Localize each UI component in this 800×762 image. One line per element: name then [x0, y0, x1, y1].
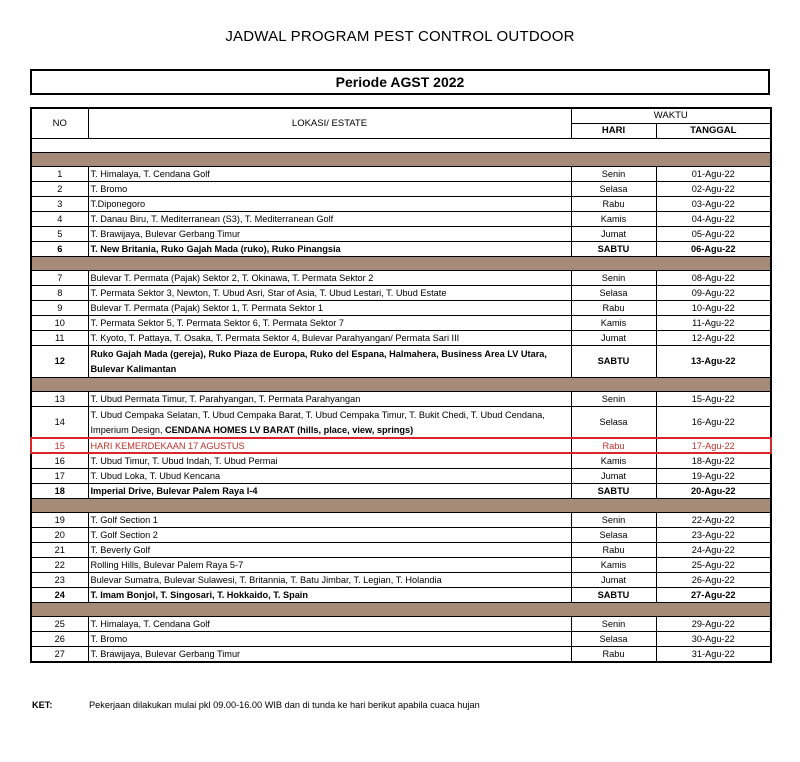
table-row — [31, 285, 771, 300]
cell-lokasi: T. Permata Sektor 3, Newton, T. Ubud Asri, Star of Asia, T. Ubud Lestari, T. Ubud Estate — [88, 285, 571, 300]
cell-lokasi: T. Golf Section 1 — [88, 512, 571, 527]
header-spacer — [31, 138, 771, 152]
cell-hari: Jumat — [571, 468, 656, 483]
cell-lokasi: Bulevar Sumatra, Bulevar Sulawesi, T. Britannia, T. Batu Jimbar, T. Legian, T. Holandia — [88, 572, 571, 587]
cell-lokasi: T. Permata Sektor 5, T. Permata Sektor 6, T. Permata Sektor 7 — [88, 315, 571, 330]
footnote-label: KET: — [32, 700, 53, 710]
cell-no: 18 — [31, 483, 88, 498]
cell-tanggal: 25-Agu-22 — [656, 557, 771, 572]
cell-hari: Rabu — [571, 646, 656, 662]
table-row — [31, 557, 771, 572]
cell-tanggal: 08-Agu-22 — [656, 270, 771, 285]
week-separator-cell — [31, 498, 771, 512]
cell-hari: Senin — [571, 616, 656, 631]
cell-hari: Senin — [571, 391, 656, 406]
cell-hari: Kamis — [571, 453, 656, 468]
cell-lokasi-text: T. Ubud Cempaka Selatan, T. Ubud Cempaka Barat, T. Ubud Cempaka Timur, T. Bukit Chedi, T. Ubud Cendana, Imperium Design, — [90, 409, 545, 435]
footnote-text: Pekerjaan dilakukan mulai pkl 09.00-16.00 WIB dan di tunda ke hari berikut apabila cuaca hujan — [89, 700, 480, 710]
cell-tanggal: 05-Agu-22 — [656, 226, 771, 241]
cell-hari: Kamis — [571, 315, 656, 330]
cell-hari: Jumat — [571, 330, 656, 345]
cell-tanggal: 29-Agu-22 — [656, 616, 771, 631]
table-row — [31, 270, 771, 285]
cell-lokasi — [88, 406, 571, 438]
cell-hari: SABTU — [571, 483, 656, 498]
table-row — [31, 345, 771, 377]
cell-lokasi: T. Himalaya, T. Cendana Golf — [88, 616, 571, 631]
cell-hari: Rabu — [571, 300, 656, 315]
cell-no: 25 — [31, 616, 88, 631]
cell-hari: Rabu — [571, 542, 656, 557]
cell-no: 21 — [31, 542, 88, 557]
cell-hari: Rabu — [571, 196, 656, 211]
cell-lokasi: T. Imam Bonjol, T. Singosari, T. Hokkaido, T. Spain — [88, 587, 571, 602]
cell-lokasi: T. Danau Biru, T. Mediterranean (S3), T. Mediterranean Golf — [88, 211, 571, 226]
table-row — [31, 527, 771, 542]
cell-lokasi: T. Ubud Loka, T. Ubud Kencana — [88, 468, 571, 483]
table-row — [31, 315, 771, 330]
cell-no: 19 — [31, 512, 88, 527]
week-separator — [31, 377, 771, 391]
cell-no: 26 — [31, 631, 88, 646]
cell-lokasi: Rolling Hills, Bulevar Palem Raya 5-7 — [88, 557, 571, 572]
cell-hari: Kamis — [571, 211, 656, 226]
cell-tanggal: 09-Agu-22 — [656, 285, 771, 300]
cell-hari: SABTU — [571, 241, 656, 256]
cell-no: 17 — [31, 468, 88, 483]
table-row — [31, 512, 771, 527]
cell-tanggal: 10-Agu-22 — [656, 300, 771, 315]
table-row — [31, 631, 771, 646]
cell-no: 15 — [31, 438, 88, 453]
cell-no: 27 — [31, 646, 88, 662]
cell-tanggal: 16-Agu-22 — [656, 406, 771, 438]
week-separator — [31, 498, 771, 512]
cell-no: 4 — [31, 211, 88, 226]
cell-tanggal: 26-Agu-22 — [656, 572, 771, 587]
cell-lokasi: T. Brawijaya, Bulevar Gerbang Timur — [88, 226, 571, 241]
cell-hari: Rabu — [571, 438, 656, 453]
cell-tanggal: 11-Agu-22 — [656, 315, 771, 330]
cell-no: 23 — [31, 572, 88, 587]
cell-no: 1 — [31, 166, 88, 181]
week-separator-cell — [31, 377, 771, 391]
cell-hari: Selasa — [571, 631, 656, 646]
cell-tanggal: 20-Agu-22 — [656, 483, 771, 498]
table-row — [31, 241, 771, 256]
cell-lokasi: T. Bromo — [88, 181, 571, 196]
cell-no: 7 — [31, 270, 88, 285]
cell-tanggal: 30-Agu-22 — [656, 631, 771, 646]
cell-hari: Selasa — [571, 285, 656, 300]
cell-no: 9 — [31, 300, 88, 315]
table-row — [31, 483, 771, 498]
cell-no: 8 — [31, 285, 88, 300]
table-row — [31, 226, 771, 241]
cell-tanggal: 01-Agu-22 — [656, 166, 771, 181]
cell-no: 11 — [31, 330, 88, 345]
cell-tanggal: 24-Agu-22 — [656, 542, 771, 557]
week-separator — [31, 256, 771, 270]
header-waktu: WAKTU — [571, 108, 771, 123]
week-separator-cell — [31, 152, 771, 166]
cell-lokasi: T. Ubud Permata Timur, T. Parahyangan, T. Permata Parahyangan — [88, 391, 571, 406]
cell-lokasi: Imperial Drive, Bulevar Palem Raya I-4 — [88, 483, 571, 498]
cell-hari: Jumat — [571, 572, 656, 587]
cell-tanggal: 13-Agu-22 — [656, 345, 771, 377]
cell-no: 22 — [31, 557, 88, 572]
header-hari: HARI — [571, 123, 656, 138]
table-row — [31, 616, 771, 631]
schedule-body — [31, 152, 771, 662]
header-no: NO — [31, 108, 88, 138]
cell-tanggal: 12-Agu-22 — [656, 330, 771, 345]
cell-tanggal: 31-Agu-22 — [656, 646, 771, 662]
cell-no: 5 — [31, 226, 88, 241]
table-row — [31, 453, 771, 468]
table-row — [31, 542, 771, 557]
table-row-holiday — [31, 438, 771, 453]
cell-hari: SABTU — [571, 587, 656, 602]
table-row — [31, 587, 771, 602]
table-row — [31, 572, 771, 587]
cell-lokasi: T. Himalaya, T. Cendana Golf — [88, 166, 571, 181]
cell-tanggal: 27-Agu-22 — [656, 587, 771, 602]
cell-tanggal: 23-Agu-22 — [656, 527, 771, 542]
week-separator-cell — [31, 602, 771, 616]
cell-tanggal: 04-Agu-22 — [656, 211, 771, 226]
table-row — [31, 406, 771, 438]
cell-lokasi: T. Brawijaya, Bulevar Gerbang Timur — [88, 646, 571, 662]
cell-tanggal: 18-Agu-22 — [656, 453, 771, 468]
cell-tanggal: 02-Agu-22 — [656, 181, 771, 196]
cell-tanggal: 15-Agu-22 — [656, 391, 771, 406]
table-row — [31, 211, 771, 226]
table-row — [31, 166, 771, 181]
cell-tanggal: 17-Agu-22 — [656, 438, 771, 453]
cell-lokasi: T. Beverly Golf — [88, 542, 571, 557]
cell-no: 2 — [31, 181, 88, 196]
table-row — [31, 300, 771, 315]
cell-hari: Senin — [571, 512, 656, 527]
cell-tanggal: 06-Agu-22 — [656, 241, 771, 256]
table-row — [31, 391, 771, 406]
header-lokasi: LOKASI/ ESTATE — [88, 108, 571, 138]
schedule-table — [30, 107, 772, 663]
cell-hari: Selasa — [571, 527, 656, 542]
cell-lokasi: T.Diponegoro — [88, 196, 571, 211]
cell-lokasi: Bulevar T. Permata (Pajak) Sektor 1, T. Permata Sektor 1 — [88, 300, 571, 315]
cell-hari: Jumat — [571, 226, 656, 241]
cell-lokasi: T. Ubud Timur, T. Ubud Indah, T. Ubud Permai — [88, 453, 571, 468]
cell-lokasi-bold-text: CENDANA HOMES LV BARAT (hills, place, view, springs) — [165, 424, 414, 435]
cell-no: 6 — [31, 241, 88, 256]
cell-no: 24 — [31, 587, 88, 602]
cell-lokasi: T. New Britania, Ruko Gajah Mada (ruko), Ruko Pinangsia — [88, 241, 571, 256]
week-separator-cell — [31, 256, 771, 270]
cell-hari: Senin — [571, 270, 656, 285]
cell-hari: Kamis — [571, 557, 656, 572]
cell-tanggal: 03-Agu-22 — [656, 196, 771, 211]
cell-hari: SABTU — [571, 345, 656, 377]
cell-lokasi: T. Bromo — [88, 631, 571, 646]
header-tanggal: TANGGAL — [656, 123, 771, 138]
cell-no: 16 — [31, 453, 88, 468]
cell-lokasi: HARI KEMERDEKAAN 17 AGUSTUS — [88, 438, 571, 453]
week-separator — [31, 152, 771, 166]
cell-tanggal: 19-Agu-22 — [656, 468, 771, 483]
cell-lokasi: T. Golf Section 2 — [88, 527, 571, 542]
cell-lokasi: Ruko Gajah Mada (gereja), Ruko Piaza de Europa, Ruko del Espana, Halmahera, Business Area LV Utara, Bulevar Kalimantan — [88, 345, 571, 377]
cell-no: 12 — [31, 345, 88, 377]
cell-hari: Selasa — [571, 406, 656, 438]
cell-no: 13 — [31, 391, 88, 406]
cell-no: 20 — [31, 527, 88, 542]
cell-no: 10 — [31, 315, 88, 330]
cell-no: 14 — [31, 406, 88, 438]
table-row — [31, 196, 771, 211]
cell-hari: Senin — [571, 166, 656, 181]
document-title: JADWAL PROGRAM PEST CONTROL OUTDOOR — [225, 28, 575, 45]
table-row — [31, 468, 771, 483]
table-row — [31, 181, 771, 196]
table-row — [31, 646, 771, 662]
cell-tanggal: 22-Agu-22 — [656, 512, 771, 527]
week-separator — [31, 602, 771, 616]
cell-no: 3 — [31, 196, 88, 211]
table-row — [31, 330, 771, 345]
periode-banner: Periode AGST 2022 — [30, 69, 770, 95]
cell-hari: Selasa — [571, 181, 656, 196]
cell-lokasi: T. Kyoto, T. Pattaya, T. Osaka, T. Permata Sektor 4, Bulevar Parahyangan/ Permata Sari III — [88, 330, 571, 345]
cell-lokasi: Bulevar T. Permata (Pajak) Sektor 2, T. Okinawa, T. Permata Sektor 2 — [88, 270, 571, 285]
